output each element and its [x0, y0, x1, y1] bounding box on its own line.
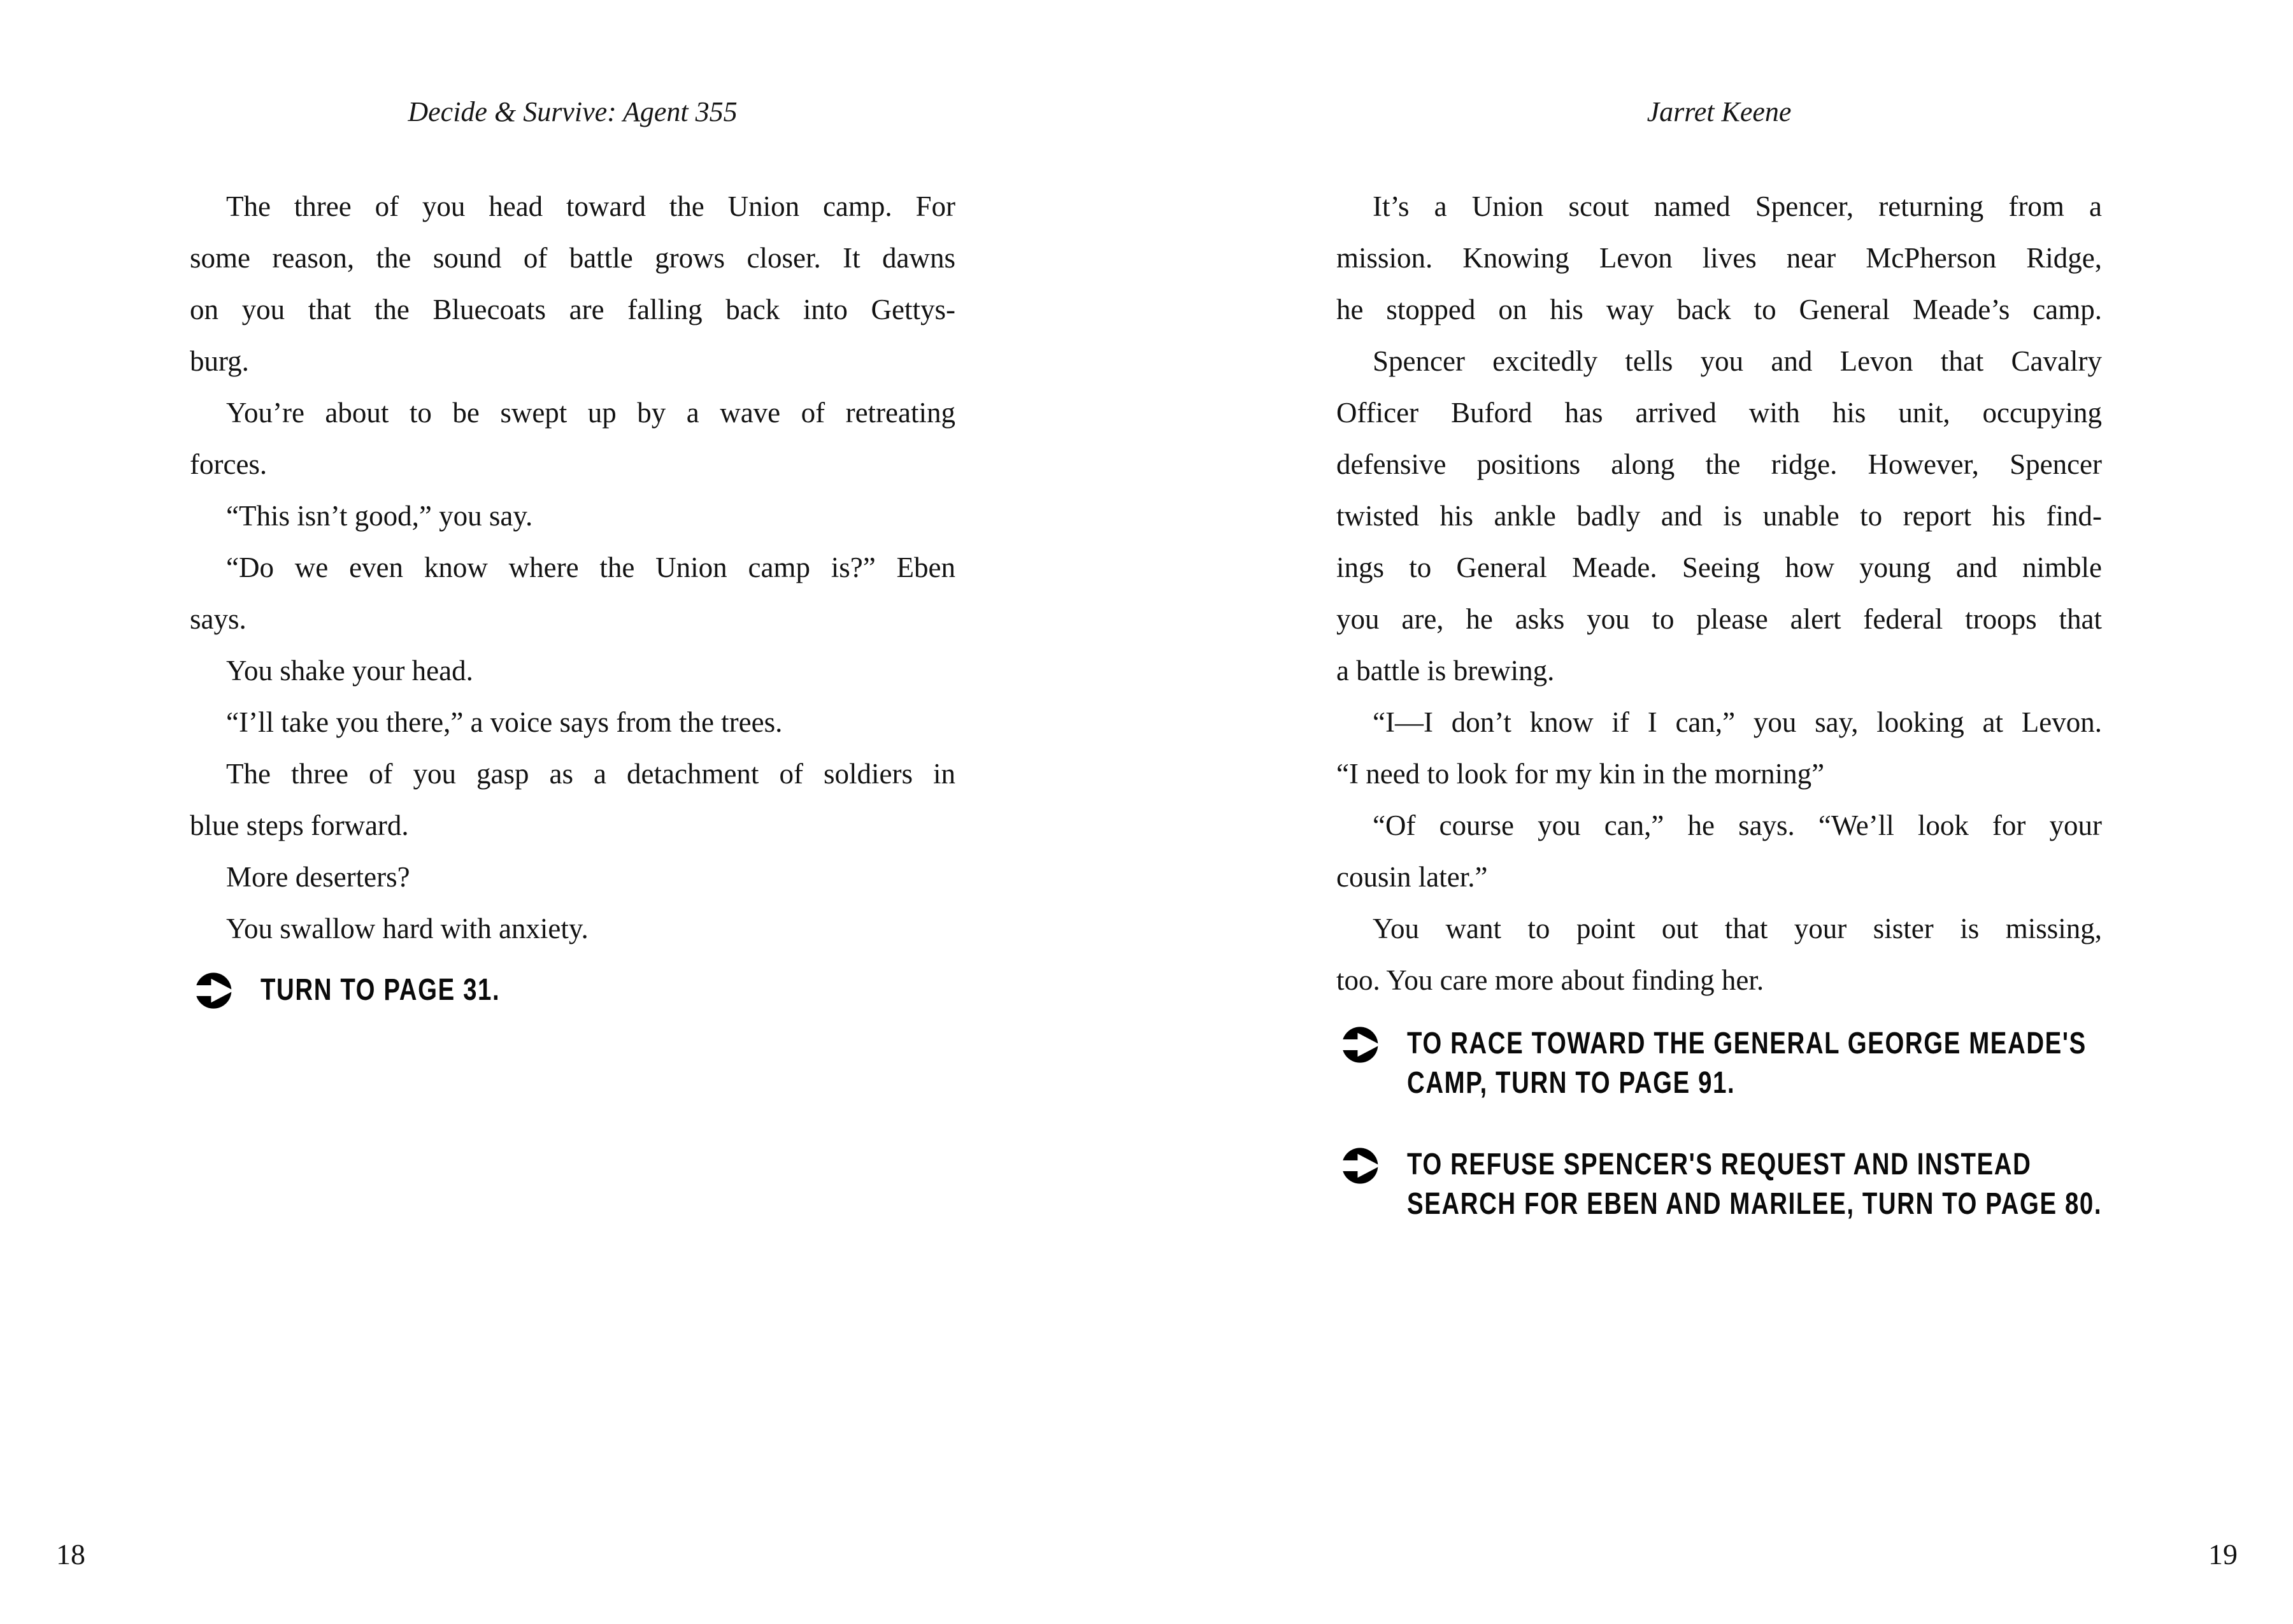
running-head-book-title: Decide & Survive: Agent 355	[408, 96, 738, 127]
text-line: ings to General Meade. Seeing how young and nimble	[1336, 552, 2102, 583]
text-line: some reason, the sound of battle grows closer. It dawns	[190, 242, 955, 274]
page-18	[0, 0, 1146, 1624]
text-line: You’re about to be swept up by a wave of retreating	[226, 397, 955, 429]
choice-race-text	[1407, 1024, 2257, 1103]
choice-race-to-meade-camp	[1342, 1024, 2257, 1103]
text-line: TO REFUSE SPENCER'S REQUEST AND INSTEAD	[1407, 1148, 2032, 1181]
turn-instruction	[196, 971, 560, 1010]
text-line: SEARCH FOR EBEN AND MARILEE, TURN TO PAGE 80.	[1407, 1187, 2103, 1221]
choice-refuse-and-search	[1342, 1145, 2276, 1224]
text-line: “Of course you can,” he says. “We’ll look for your	[1373, 809, 2102, 841]
page-number-left: 18	[56, 1538, 85, 1571]
text-line: defensive positions along the ridge. However, Spencer	[1336, 448, 2102, 480]
text-line: “I need to look for my kin in the morning”	[1336, 758, 1825, 790]
text-line: Spencer excitedly tells you and Levon that Cavalry	[1373, 345, 2102, 377]
text-line: on you that the Bluecoats are falling back into Gettys-	[190, 294, 955, 325]
choice-refuse-text	[1407, 1145, 2276, 1224]
text-line: TURN TO PAGE 31.	[261, 973, 501, 1007]
arrow-right-circle-icon	[1342, 1027, 1382, 1063]
arrow-right-circle-icon	[196, 972, 235, 1009]
text-line: he stopped on his way back to General Meade’s camp.	[1336, 294, 2102, 325]
text-line: “I—I don’t know if I can,” you say, looking at Levon.	[1373, 706, 2102, 738]
text-line: It’s a Union scout named Spencer, returning from a	[1373, 190, 2102, 222]
text-line: “Do we even know where the Union camp is?” Eben	[226, 552, 955, 583]
text-line: forces.	[190, 448, 268, 480]
text-line: too. You care more about finding her.	[1336, 964, 1764, 996]
text-line: you are, he asks you to please alert federal troops that	[1336, 603, 2102, 635]
text-line: blue steps forward.	[190, 809, 409, 841]
text-line: twisted his ankle badly and is unable to report his find-	[1336, 500, 2102, 532]
right-page-body-text	[1336, 181, 2102, 1006]
text-line: “I’ll take you there,” a voice says from the trees.	[226, 706, 783, 738]
text-line: More deserters?	[226, 861, 410, 893]
text-line: “This isn’t good,” you say.	[226, 500, 533, 532]
text-line: CAMP, TURN TO PAGE 91.	[1407, 1066, 1736, 1100]
page-number-right: 19	[2208, 1538, 2238, 1571]
turn-instruction-text	[261, 971, 560, 1010]
text-line: says.	[190, 603, 246, 635]
running-head-author: Jarret Keene	[1647, 96, 1792, 127]
text-line: You want to point out that your sister is missing,	[1373, 913, 2102, 944]
left-page-body-text	[190, 181, 955, 955]
page-19	[1146, 0, 2293, 1624]
text-line: You shake your head.	[226, 655, 473, 687]
arrow-right-circle-icon	[1342, 1148, 1382, 1184]
text-line: You swallow hard with anxiety.	[226, 913, 589, 944]
text-line: The three of you gasp as a detachment of soldiers in	[226, 758, 955, 790]
text-line: cousin later.”	[1336, 861, 1488, 893]
text-line: mission. Knowing Levon lives near McPherson Ridge,	[1336, 242, 2102, 274]
text-line: burg.	[190, 345, 249, 377]
text-line: The three of you head toward the Union camp. For	[226, 190, 955, 222]
text-line: TO RACE TOWARD THE GENERAL GEORGE MEADE'S	[1407, 1027, 2087, 1060]
text-line: a battle is brewing.	[1336, 655, 1555, 687]
text-line: Officer Buford has arrived with his unit, occupying	[1336, 397, 2102, 429]
